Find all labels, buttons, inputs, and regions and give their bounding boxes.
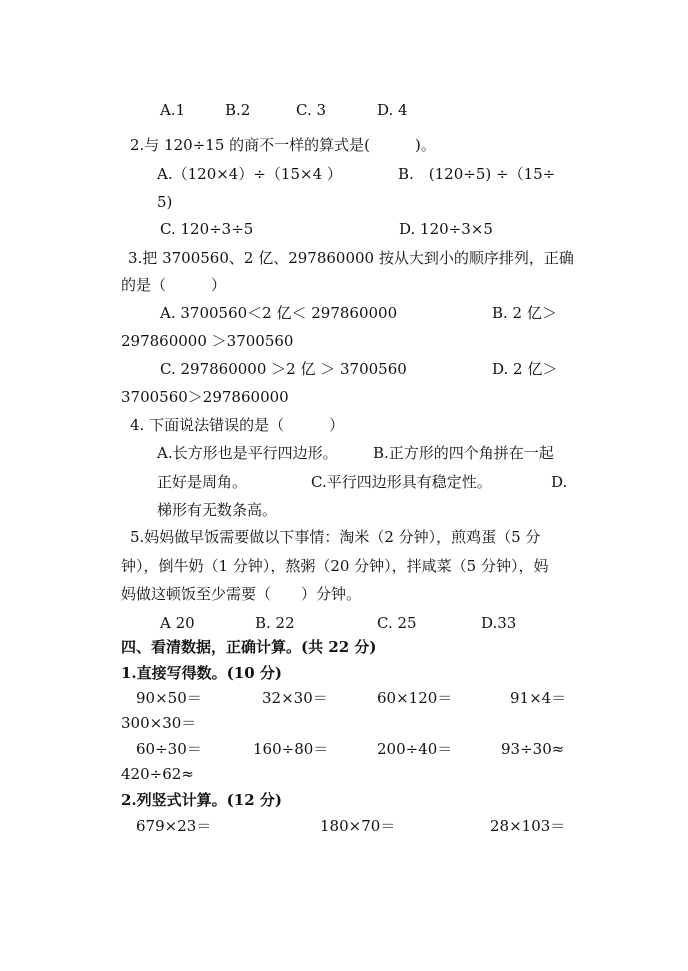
- q3-option-d-cont: 3700560＞297860000: [121, 388, 289, 406]
- q4-option-a: A.长方形也是平行四边形。: [157, 444, 338, 462]
- q5-option-c: C. 25: [377, 614, 417, 632]
- q3-option-b: B. 2 亿＞: [492, 304, 557, 322]
- section4-sub1: 1.直接写得数。(10 分): [121, 664, 282, 682]
- section4-title: 四、看清数据，正确计算。(共 22 分): [121, 638, 377, 656]
- q4-option-b: B.正方形的四个角拼在一起: [373, 444, 554, 462]
- calc-row1-item3: 60×120＝: [377, 689, 453, 707]
- calc-row2-item3: 200÷40＝: [377, 740, 453, 758]
- q4-stem: 4. 下面说法错误的是（ ）: [130, 416, 345, 434]
- q2-option-d: D. 120÷3×5: [399, 220, 493, 238]
- calc-row1-cont: 300×30＝: [121, 714, 197, 732]
- calc-row3-item2: 180×70＝: [320, 817, 396, 835]
- q2-stem: 2.与 120÷15 的商不一样的算式是( )。: [130, 136, 436, 154]
- calc-row2-item1: 60÷30＝: [136, 740, 202, 758]
- calc-row3-item1: 679×23＝: [136, 817, 212, 835]
- q2-option-b: B. (120÷5) ÷（15÷: [398, 165, 556, 183]
- q3-option-d: D. 2 亿＞: [492, 360, 558, 378]
- q1-option-c: C. 3: [296, 101, 327, 119]
- q2-option-a: A.（120×4）÷（15×4 ）: [157, 165, 342, 183]
- q5-stem-line2: 钟），倒牛奶（1 分钟），熬粥（20 分钟），拌咸菜（5 分钟），妈: [121, 557, 549, 575]
- calc-row2-item2: 160÷80＝: [253, 740, 329, 758]
- calc-row1-item4: 91×4＝: [510, 689, 567, 707]
- q5-option-a: A 20: [160, 614, 195, 632]
- q3-stem-line2: 的是（ ）: [121, 276, 227, 294]
- q5-option-b: B. 22: [255, 614, 295, 632]
- q3-stem-line1: 3.把 3700560、2 亿、297860000 按从大到小的顺序排列，正确: [128, 249, 574, 267]
- q2-option-c: C. 120÷3÷5: [160, 220, 254, 238]
- q5-option-d: D.33: [481, 614, 517, 632]
- calc-row1-item2: 32×30＝: [262, 689, 328, 707]
- q4-option-b-cont: 正好是周角。: [157, 473, 248, 491]
- q1-option-b: B.2: [225, 101, 251, 119]
- calc-row2-cont: 420÷62≈: [121, 765, 194, 783]
- q1-option-a: A.1: [160, 101, 186, 119]
- q4-option-c: C.平行四边形具有稳定性。: [311, 473, 492, 491]
- calc-row2-item4: 93÷30≈: [501, 740, 565, 758]
- q5-stem-line3: 妈做这顿饭至少需要（ ）分钟。: [121, 585, 362, 603]
- q1-option-d: D. 4: [377, 101, 408, 119]
- q3-option-a: A. 3700560＜2 亿＜ 297860000: [160, 304, 398, 322]
- section4-sub2: 2.列竖式计算。(12 分): [121, 791, 282, 809]
- calc-row3-item3: 28×103＝: [490, 817, 566, 835]
- q3-option-c: C. 297860000 ＞2 亿 ＞ 3700560: [160, 360, 407, 378]
- q4-option-d: D.: [551, 473, 568, 491]
- calc-row1-item1: 90×50＝: [136, 689, 202, 707]
- q3-option-b-cont: 297860000 ＞3700560: [121, 332, 294, 350]
- q5-stem-line1: 5.妈妈做早饭需要做以下事情：淘米（2 分钟），煎鸡蛋（5 分: [130, 528, 541, 546]
- q2-option-b-cont: 5): [157, 193, 173, 211]
- q4-option-d-text: 梯形有无数条高。: [157, 501, 278, 519]
